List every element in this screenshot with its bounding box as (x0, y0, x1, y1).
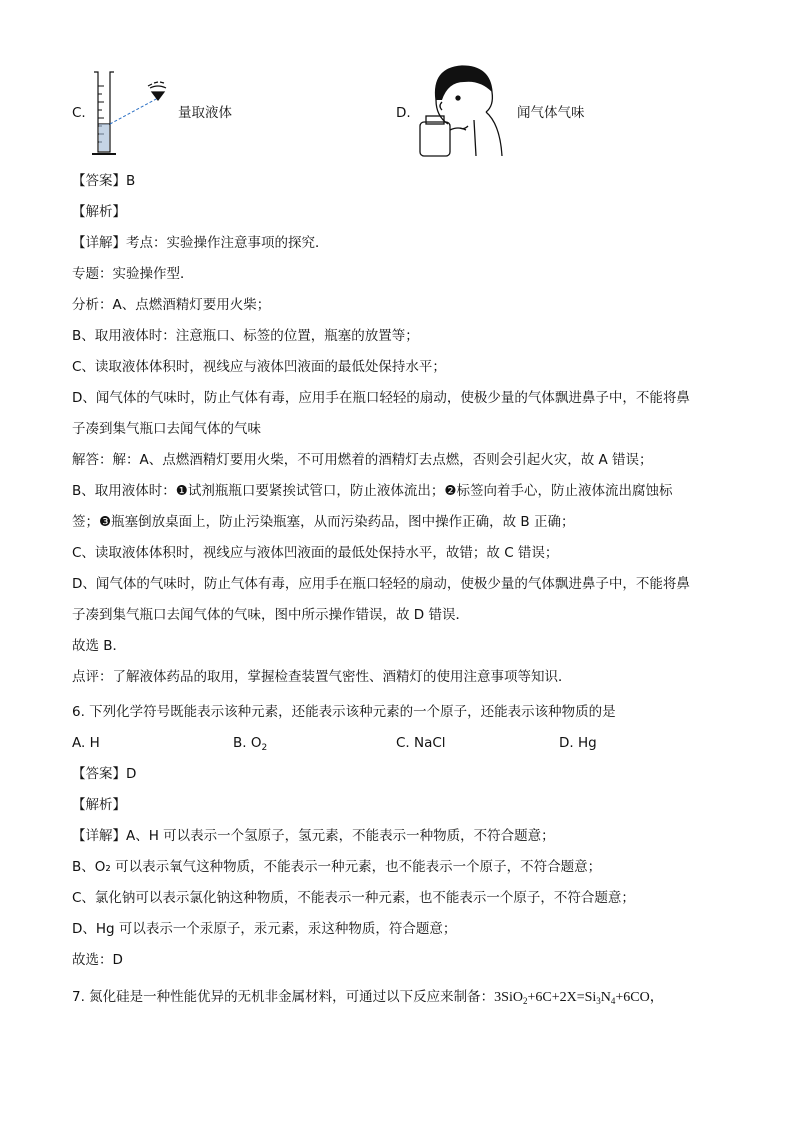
q6-option-b (233, 734, 267, 757)
q5-answer: 【答案】B (72, 173, 136, 189)
q6-option-b-text: B. O (233, 735, 262, 751)
q6-option-b-subscript: 2 (261, 743, 268, 753)
q5-line: C、读取液体体积时，视线应与液体凹液面的最低处保持水平； (72, 359, 446, 375)
q6-line: 【详解】A、H 可以表示一个氢原子，氢元素，不能表示一种物质，不符合题意； (72, 828, 555, 844)
q5-line: 【详解】考点：实验操作注意事项的探究． (72, 235, 329, 251)
q6-line: B、O₂ 可以表示氧气这种物质，不能表示一种元素，也不能表示一个原子，不符合题意； (72, 859, 602, 875)
q5-line: 签；❸瓶塞倒放桌面上，防止污染瓶塞，从而污染药品，图中操作正确，故 B 正确； (72, 514, 575, 530)
q6-option-d: D. Hg (559, 735, 597, 751)
figure-c-letter: C. (72, 105, 86, 121)
q5-line: 子凑到集气瓶口去闻气体的气味 (72, 421, 261, 437)
q5-line: D、闻气体的气味时，防止气体有毒，应用手在瓶口轻轻的扇动，使极少量的气体飘进鼻子中，不能将鼻 (72, 390, 690, 406)
q5-line: D、闻气体的气味时，防止气体有毒，应用手在瓶口轻轻的扇动，使极少量的气体飘进鼻子中，不能将鼻 (72, 576, 690, 592)
figure-d-letter: D. (396, 105, 411, 121)
q5-line: 子凑到集气瓶口去闻气体的气味，图中所示操作错误，故 D 错误． (72, 607, 469, 623)
q5-analysis-tag: 【解析】 (72, 204, 126, 220)
q5-line: 专题：实验操作型． (72, 266, 194, 282)
q6-answer: 【答案】D (72, 766, 137, 782)
q5-line: 点评：了解液体药品的取用，掌握检查装置气密性、酒精灯的使用注意事项等知识． (72, 669, 572, 685)
q6-analysis-tag: 【解析】 (72, 797, 126, 813)
figure-d-caption: 闻气体气味 (517, 105, 585, 121)
q6-option-c: C. NaCl (396, 735, 446, 751)
q5-line: 解答：解：A、点燃酒精灯要用火柴，不可用燃着的酒精灯去点燃，否则会引起火灾，故 A 错误； (72, 452, 653, 468)
q7-eq-subscript: 2 (522, 996, 528, 1006)
q7-eq-part: +6CO， (615, 990, 664, 1005)
q7-eq-subscript: 3 (596, 996, 601, 1006)
q5-line: 分析：A、点燃酒精灯要用火柴； (72, 297, 271, 313)
q7-eq-part: N (600, 990, 611, 1005)
q7-stem: 7. 氮化硅是一种性能优异的无机非金属材料，可通过以下反应来制备： (72, 989, 495, 1005)
q7-eq-part: 3SiO (494, 990, 523, 1005)
q7-equation (494, 990, 664, 1005)
q6-line: 故选：D (72, 952, 123, 968)
q6-line: C、氯化钠可以表示氯化钠这种物质，不能表示一种元素，也不能表示一个原子，不符合题意； (72, 890, 635, 906)
q6-line: D、Hg 可以表示一个汞原子，汞元素，汞这种物质，符合题意； (72, 921, 457, 937)
q5-line: 故选 B． (72, 638, 127, 654)
q7-eq-subscript: 4 (610, 996, 616, 1006)
q7-eq-part: +6C+2X=Si (527, 990, 597, 1005)
figure-c-caption: 量取液体 (178, 105, 232, 121)
q5-line: B、取用液体时：注意瓶口、标签的位置，瓶塞的放置等； (72, 328, 419, 344)
smell-gas-figure (414, 60, 510, 160)
q5-line: C、读取液体体积时，视线应与液体凹液面的最低处保持水平，故错；故 C 错误； (72, 545, 559, 561)
q6-stem: 6. 下列化学符号既能表示该种元素，还能表示该种元素的一个原子，还能表示该种物质的是 (72, 704, 616, 720)
q6-option-a: A. H (72, 735, 100, 751)
q5-line: B、取用液体时：❶试剂瓶瓶口要紧挨试管口，防止液体流出；❷标签向着手心，防止液体流出腐蚀标 (72, 483, 673, 499)
graduated-cylinder-figure (88, 66, 178, 158)
q7-stem-line (72, 988, 754, 1010)
